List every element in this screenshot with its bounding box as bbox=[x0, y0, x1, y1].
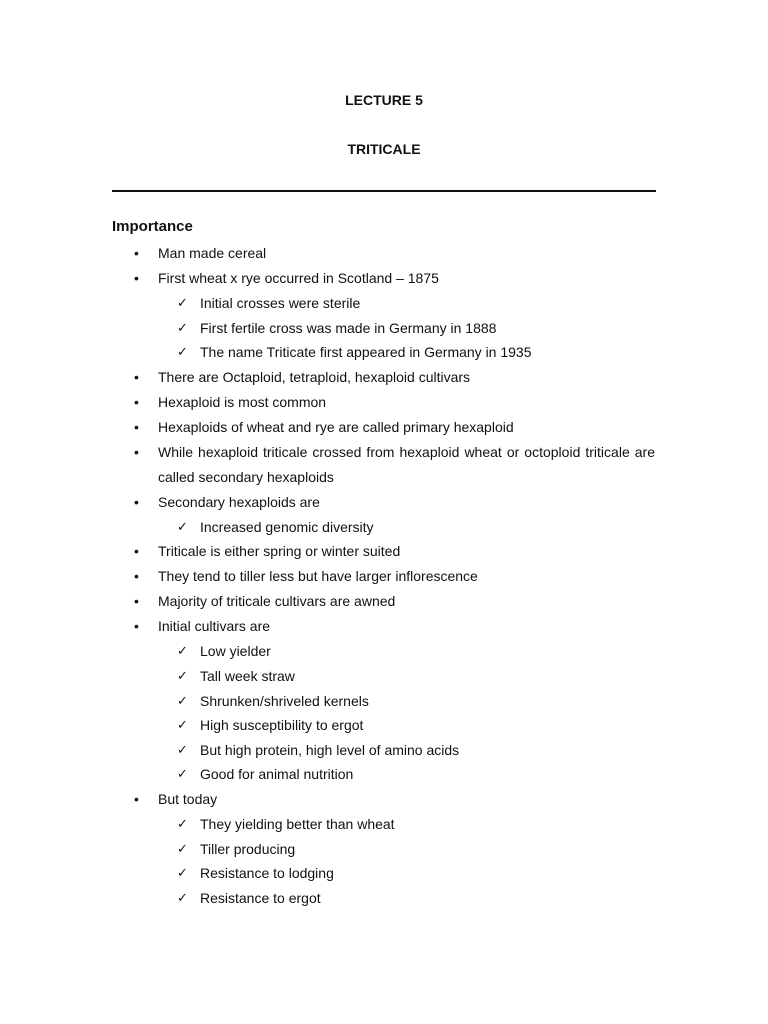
checklist-item-text: High susceptibility to ergot bbox=[200, 717, 364, 734]
list-item bbox=[0, 589, 655, 614]
list-item-text: Initial cultivars are bbox=[158, 618, 271, 635]
list-item-text: Man made cereal bbox=[158, 245, 267, 261]
checklist-item bbox=[155, 689, 655, 714]
checkmark-icon: ✓ bbox=[177, 319, 188, 335]
checkmark-icon: ✓ bbox=[177, 741, 188, 757]
bullet-icon: • bbox=[134, 245, 139, 261]
bullet-icon: • bbox=[134, 443, 139, 460]
bullet-icon: • bbox=[134, 618, 139, 635]
checkmark-icon: ✓ bbox=[177, 344, 188, 360]
checklist-item-text: Low yielder bbox=[200, 643, 271, 660]
checklist-item bbox=[155, 886, 655, 911]
checkmark-icon: ✓ bbox=[177, 865, 188, 881]
checklist-item bbox=[155, 340, 655, 365]
list-item-text: Majority of triticale cultivars are awned bbox=[158, 593, 396, 610]
checklist bbox=[155, 515, 655, 540]
bullet-icon: • bbox=[134, 393, 139, 410]
checkmark-icon: ✓ bbox=[177, 840, 188, 856]
checklist-item-text: Resistance to lodging bbox=[200, 865, 334, 882]
list-item-text: Secondary hexaploids are bbox=[158, 493, 320, 510]
checklist-item-text: The name Triticate first appeared in Germany in 1935 bbox=[200, 344, 532, 361]
checkmark-icon: ✓ bbox=[177, 717, 188, 733]
importance-list bbox=[0, 241, 768, 910]
bullet-icon: • bbox=[134, 593, 139, 610]
checklist-item-text: Initial crosses were sterile bbox=[200, 295, 361, 311]
checklist-item-text: Shrunken/shriveled kernels bbox=[200, 692, 369, 709]
checklist-item-text: Tall week straw bbox=[200, 667, 295, 684]
checklist-item-text: Good for animal nutrition bbox=[200, 766, 354, 783]
sublist-container bbox=[0, 515, 655, 540]
checkmark-icon: ✓ bbox=[177, 889, 188, 905]
checklist-item-text: But high protein, high level of amino acids bbox=[200, 741, 460, 758]
sublist-container bbox=[0, 639, 655, 787]
list-item bbox=[0, 365, 655, 390]
checklist bbox=[155, 291, 655, 365]
list-item-text: Triticale is either spring or winter suited bbox=[158, 543, 401, 560]
checklist-item bbox=[155, 837, 655, 862]
list-item-text: Hexaploids of wheat and rye are called primary hexaploid bbox=[158, 418, 514, 435]
checklist bbox=[155, 812, 655, 910]
checkmark-icon: ✓ bbox=[177, 643, 188, 659]
sublist-container bbox=[0, 812, 655, 910]
checkmark-icon: ✓ bbox=[177, 295, 188, 310]
list-item bbox=[0, 266, 655, 291]
checkmark-icon: ✓ bbox=[177, 518, 188, 534]
checkmark-icon: ✓ bbox=[177, 667, 188, 683]
bullet-icon: • bbox=[134, 543, 139, 560]
bullet-icon: • bbox=[134, 368, 139, 385]
lecture-heading: LECTURE 5 bbox=[345, 92, 423, 108]
checklist-item bbox=[155, 515, 655, 540]
checklist-item bbox=[155, 738, 655, 763]
checklist-item-text: Resistance to ergot bbox=[200, 889, 321, 906]
list-item-text: Hexaploid is most common bbox=[158, 393, 327, 410]
checklist bbox=[155, 639, 655, 787]
checklist-item bbox=[155, 664, 655, 689]
checklist-item bbox=[155, 316, 655, 341]
section-title: Importance bbox=[112, 218, 193, 235]
list-item-text: But today bbox=[158, 790, 218, 807]
topic-heading: TRITICALE bbox=[347, 141, 421, 157]
list-item bbox=[0, 241, 655, 266]
checkmark-icon: ✓ bbox=[177, 692, 188, 708]
bullet-icon: • bbox=[134, 790, 139, 807]
list-item bbox=[0, 415, 655, 440]
list-item bbox=[0, 614, 655, 639]
list-item-text: They tend to tiller less but have larger inflorescence bbox=[158, 568, 478, 585]
list-item bbox=[0, 787, 655, 812]
list-item-text: While hexaploid triticale crossed from hexaploid wheat or octoploid triticale are called secondary hexaploids bbox=[158, 443, 655, 485]
checklist-item-text: They yielding better than wheat bbox=[200, 815, 395, 832]
list-item-text: First wheat x rye occurred in Scotland – 1875 bbox=[158, 270, 439, 286]
bullet-icon: • bbox=[134, 493, 139, 510]
checklist-item bbox=[155, 639, 655, 664]
checklist-item-text: Tiller producing bbox=[200, 840, 296, 857]
bullet-icon: • bbox=[134, 568, 139, 585]
checklist-item bbox=[155, 762, 655, 787]
checkmark-icon: ✓ bbox=[177, 815, 188, 831]
sublist-container bbox=[0, 291, 655, 365]
checkmark-icon: ✓ bbox=[177, 766, 188, 782]
list-item bbox=[0, 564, 655, 589]
checklist-item bbox=[155, 861, 655, 886]
list-item-text: There are Octaploid, tetraploid, hexaploid cultivars bbox=[158, 368, 471, 385]
checklist-item-text: Increased genomic diversity bbox=[200, 518, 374, 535]
list-item bbox=[0, 440, 655, 490]
bullet-icon: • bbox=[134, 418, 139, 435]
list-item bbox=[0, 390, 655, 415]
checklist-item bbox=[155, 291, 655, 316]
horizontal-divider bbox=[112, 190, 656, 192]
list-item bbox=[0, 539, 655, 564]
checklist-item-text: First fertile cross was made in Germany in 1888 bbox=[200, 319, 497, 336]
list-item bbox=[0, 490, 655, 515]
checklist-item bbox=[155, 713, 655, 738]
bullet-icon: • bbox=[134, 270, 139, 286]
checklist-item bbox=[155, 812, 655, 837]
